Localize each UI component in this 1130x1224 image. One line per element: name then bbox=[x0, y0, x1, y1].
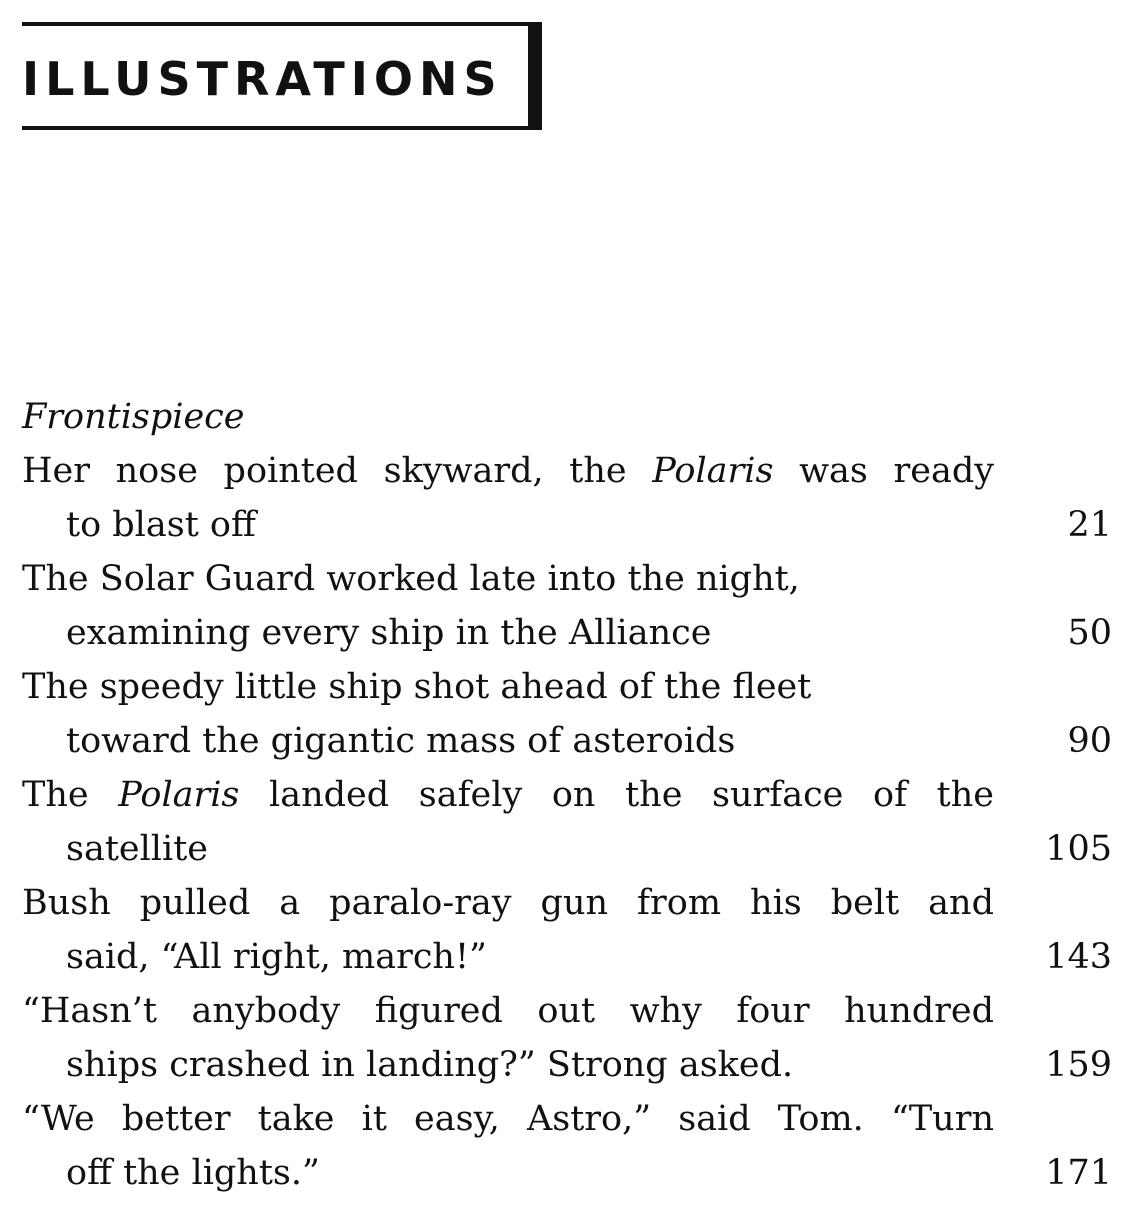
page-number: 105 bbox=[1045, 829, 1112, 869]
caption-line-2: toward the gigantic mass of asteroids bbox=[66, 721, 736, 761]
list-item bbox=[22, 1092, 1112, 1200]
page-number: 50 bbox=[1067, 613, 1112, 653]
list-item bbox=[22, 552, 1112, 660]
caption-line-2: to blast off bbox=[66, 505, 256, 545]
page-number: 143 bbox=[1045, 937, 1112, 977]
caption-line-1: Her nose pointed skyward, the Polaris was ready bbox=[22, 451, 995, 491]
list-item bbox=[22, 660, 1112, 768]
caption-line-2: examining every ship in the Alliance bbox=[66, 613, 712, 653]
list-item bbox=[22, 768, 1112, 876]
frontispiece-label: Frontispiece bbox=[22, 397, 245, 437]
caption-line-1: “Hasn’t anybody figured out why four hundred bbox=[22, 991, 994, 1031]
caption-line-1: Bush pulled a paralo-ray gun from his belt and bbox=[22, 883, 994, 923]
caption-line-1: The speedy little ship shot ahead of the fleet bbox=[22, 667, 812, 707]
caption-line-2: said, “All right, march!” bbox=[66, 937, 487, 977]
caption-line-2: satellite bbox=[66, 829, 208, 869]
caption-line-2: off the lights.” bbox=[66, 1153, 320, 1193]
list-item bbox=[22, 444, 1112, 552]
caption-line-1: The Polaris landed safely on the surface of the bbox=[22, 775, 994, 815]
caption-line-1: The Solar Guard worked late into the night, bbox=[22, 559, 800, 599]
page-number: 159 bbox=[1045, 1045, 1112, 1085]
page-number: 21 bbox=[1067, 505, 1112, 545]
list-item bbox=[22, 876, 1112, 984]
page-title: ILLUSTRATIONS bbox=[22, 52, 503, 106]
heading-frame bbox=[22, 22, 542, 130]
list-item bbox=[22, 984, 1112, 1092]
page-number: 171 bbox=[1045, 1153, 1112, 1193]
page-number: 90 bbox=[1067, 721, 1112, 761]
caption-line-2: ships crashed in landing?” Strong asked. bbox=[66, 1045, 794, 1085]
illustrations-list bbox=[22, 390, 1112, 1200]
caption-line-1: “We better take it easy, Astro,” said Tom. “Turn bbox=[22, 1099, 994, 1139]
